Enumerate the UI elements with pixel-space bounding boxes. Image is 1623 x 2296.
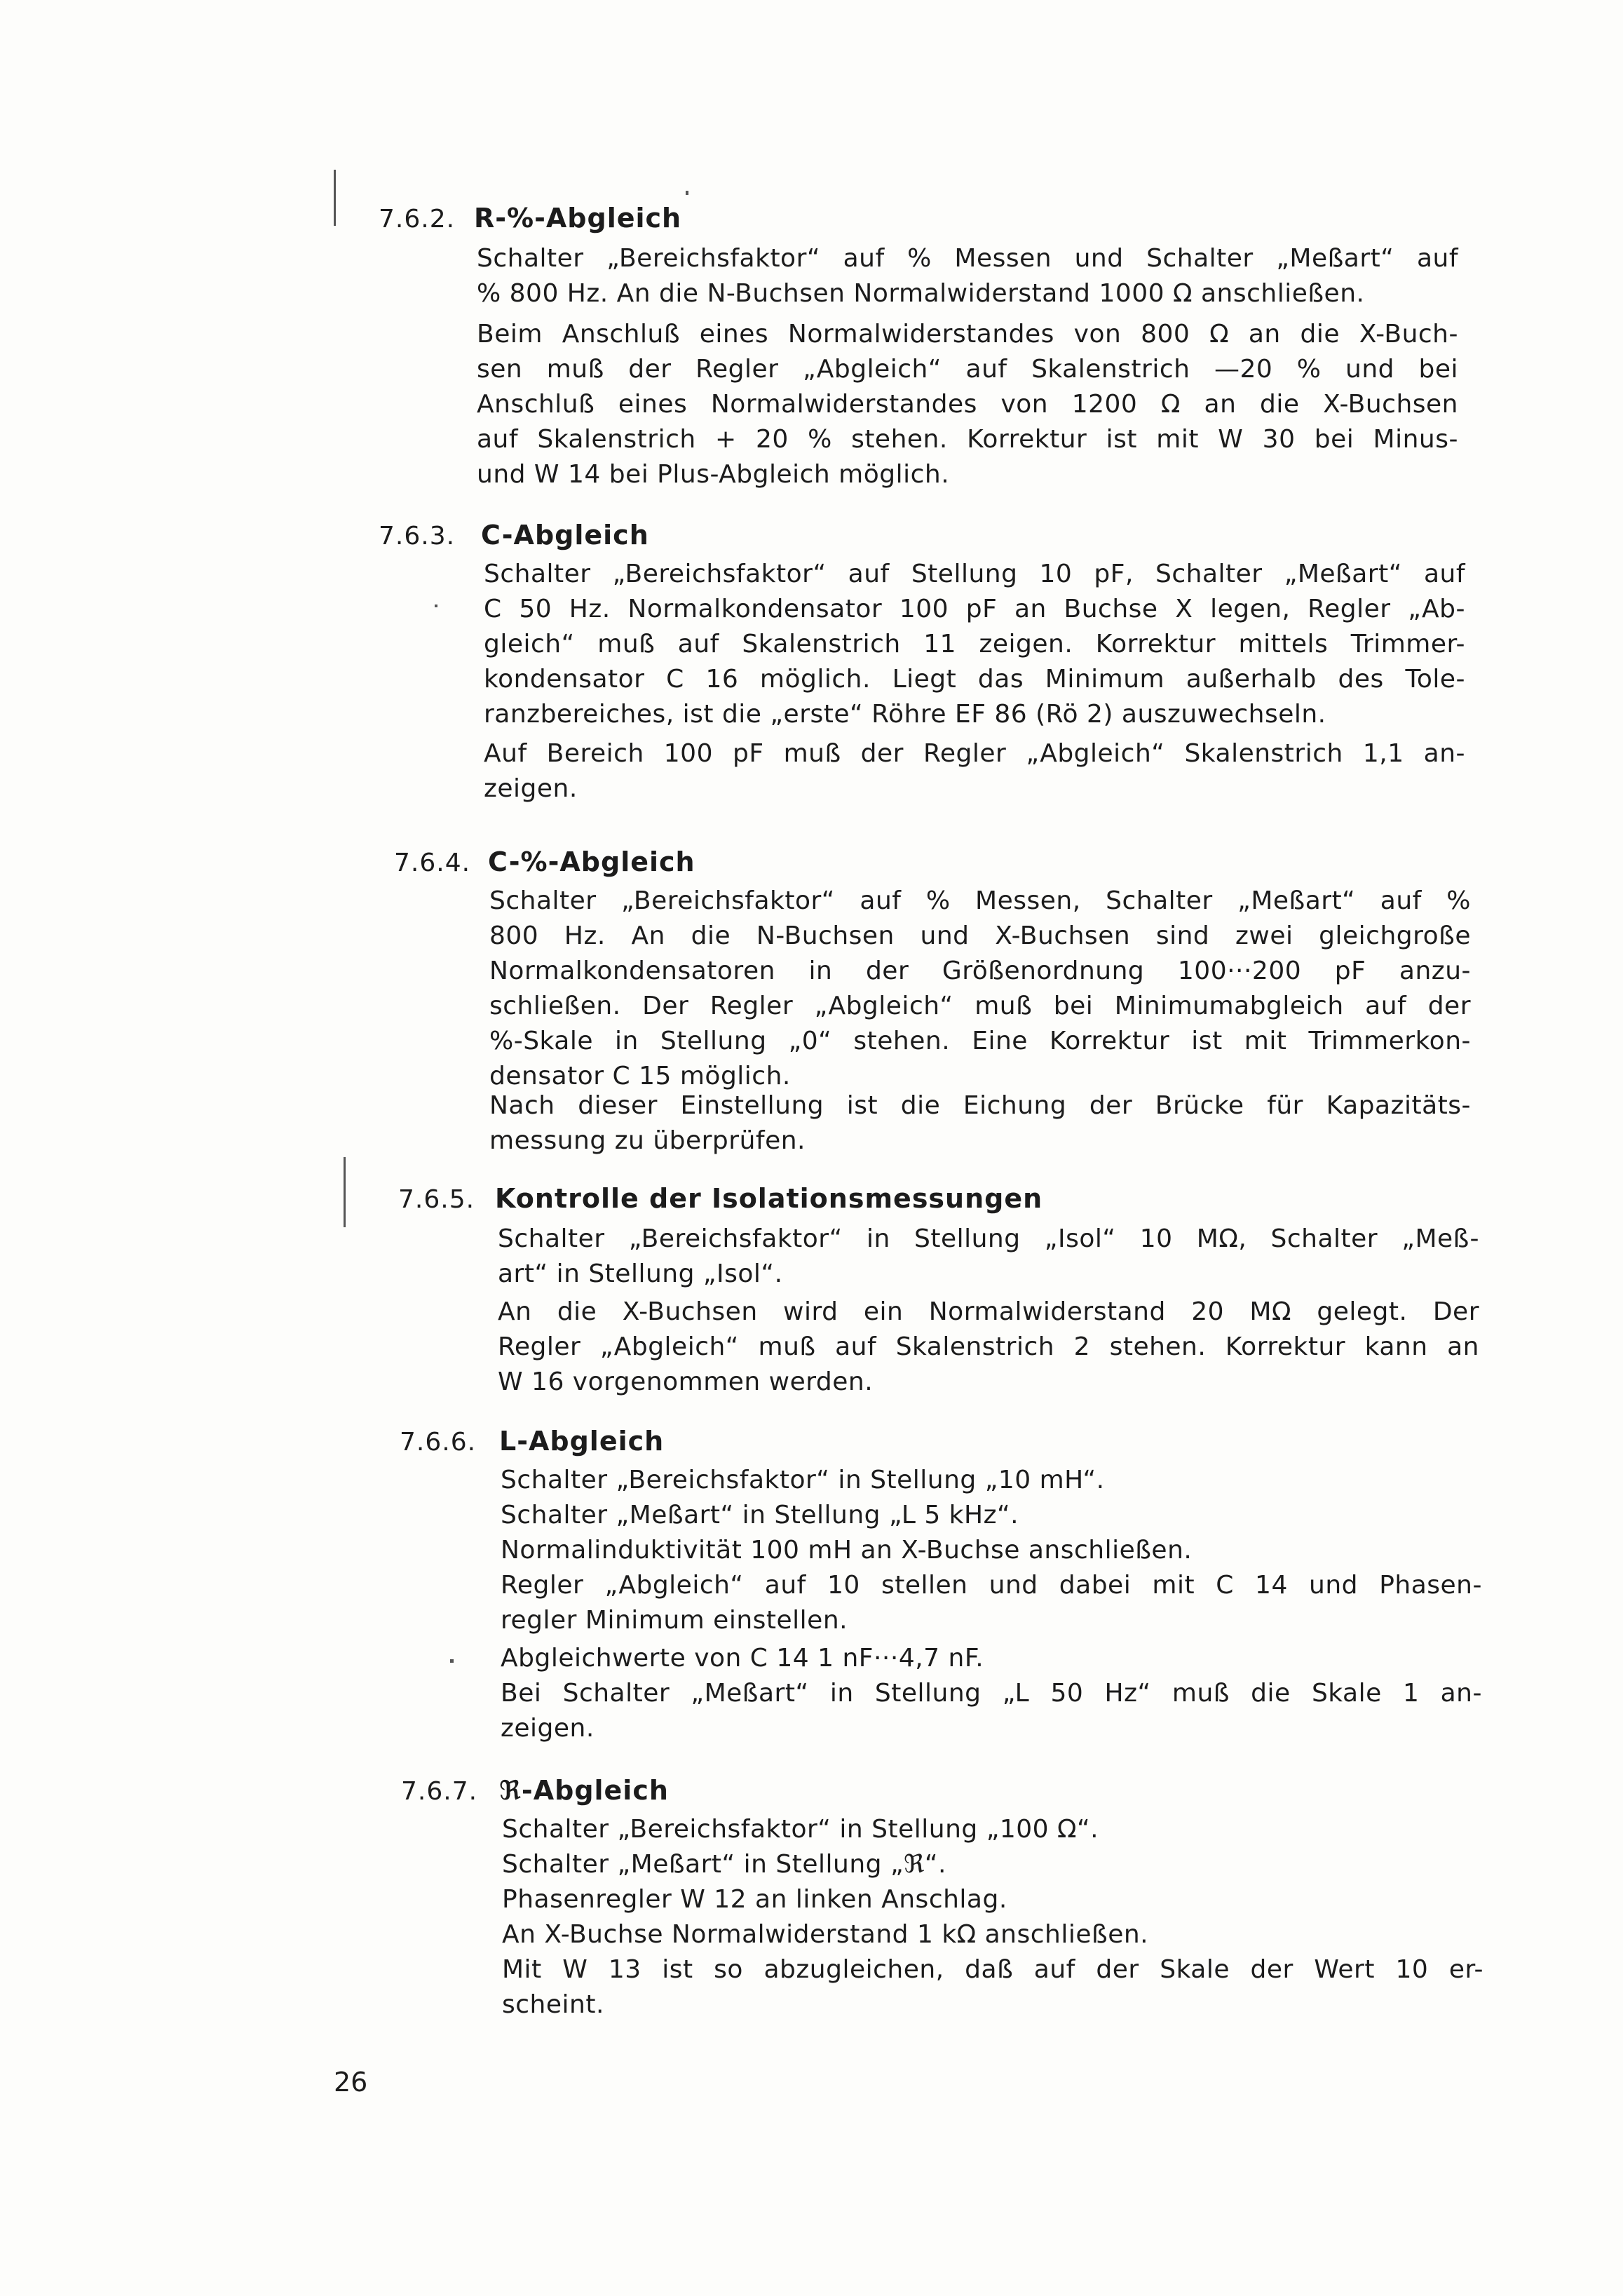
text-line: kondensator C 16 möglich. Liegt das Minimum außerhalb des Tole- bbox=[484, 665, 1465, 694]
text-line: auf Skalenstrich + 20 % stehen. Korrektur ist mit W 30 bei Minus- bbox=[477, 425, 1458, 454]
margin-mark bbox=[334, 170, 336, 226]
text-line: Schalter „Bereichsfaktor“ auf Stellung 10 pF, Schalter „Meßart“ auf bbox=[484, 560, 1465, 588]
section-title: Kontrolle der Isolationsmessungen bbox=[495, 1183, 1043, 1214]
text-line: zeigen. bbox=[484, 774, 578, 803]
paragraph bbox=[484, 557, 1465, 732]
text-line: Regler „Abgleich“ muß auf Skalenstrich 2 stehen. Korrektur kann an bbox=[498, 1332, 1479, 1361]
page-number: 26 bbox=[334, 2067, 368, 2098]
paragraph bbox=[477, 317, 1458, 492]
section-number: 7.6.3. bbox=[379, 522, 456, 551]
text-line: Beim Anschluß eines Normalwiderstandes von 800 Ω an die X-Buch- bbox=[477, 320, 1458, 349]
text-line: Schalter „Bereichsfaktor“ in Stellung „10 mH“. bbox=[501, 1466, 1105, 1494]
paragraph bbox=[501, 1463, 1482, 1568]
text-line: % 800 Hz. An die N-Buchsen Normalwiderstand 1000 Ω anschließen. bbox=[477, 279, 1365, 308]
text-line: Schalter „Meßart“ in Stellung „ℜ“. bbox=[502, 1850, 946, 1879]
text-line: W 16 vorgenommen werden. bbox=[498, 1368, 874, 1396]
paragraph bbox=[498, 1222, 1479, 1292]
section-number: 7.6.2. bbox=[379, 205, 456, 234]
text-line: 800 Hz. An die N-Buchsen und X-Buchsen sind zwei gleichgroße bbox=[489, 921, 1471, 950]
paragraph bbox=[501, 1641, 1482, 1746]
text-line: Schalter „Bereichsfaktor“ in Stellung „100 Ω“. bbox=[502, 1815, 1099, 1844]
margin-mark bbox=[686, 191, 688, 195]
text-line: zeigen. bbox=[501, 1714, 595, 1743]
text-line: Normalinduktivität 100 mH an X-Buchse anschließen. bbox=[501, 1536, 1193, 1565]
section-title: C-%-Abgleich bbox=[488, 846, 695, 877]
text-line: Schalter „Meßart“ in Stellung „L 5 kHz“. bbox=[501, 1501, 1019, 1529]
text-line: Schalter „Bereichsfaktor“ auf % Messen und Schalter „Meßart“ auf bbox=[477, 244, 1458, 273]
paragraph bbox=[489, 1088, 1471, 1159]
text-line: An X-Buchse Normalwiderstand 1 kΩ anschließen. bbox=[502, 1920, 1149, 1949]
paragraph bbox=[484, 736, 1465, 806]
text-line: art“ in Stellung „Isol“. bbox=[498, 1260, 783, 1288]
section-title: R-%-Abgleich bbox=[474, 203, 682, 234]
text-line: Mit W 13 ist so abzugleichen, daß auf der Skale der Wert 10 er- bbox=[502, 1955, 1483, 1984]
paragraph bbox=[498, 1295, 1479, 1400]
margin-mark bbox=[450, 1659, 454, 1663]
text-line: Nach dieser Einstellung ist die Eichung der Brücke für Kapazitäts- bbox=[489, 1091, 1471, 1120]
section-title: L-Abgleich bbox=[499, 1426, 665, 1457]
text-line: densator C 15 möglich. bbox=[489, 1062, 791, 1090]
section-number: 7.6.6. bbox=[400, 1428, 477, 1457]
section-number: 7.6.4. bbox=[394, 849, 471, 877]
section-number: 7.6.7. bbox=[401, 1777, 478, 1806]
text-line: Normalkondensatoren in der Größenordnung 100···200 pF anzu- bbox=[489, 957, 1471, 985]
paragraph bbox=[477, 241, 1458, 311]
text-line: An die X-Buchsen wird ein Normalwiderstand 20 MΩ gelegt. Der bbox=[498, 1297, 1479, 1326]
text-line: und W 14 bei Plus-Abgleich möglich. bbox=[477, 460, 950, 489]
text-line: scheint. bbox=[502, 1990, 604, 2019]
text-line: %-Skale in Stellung „0“ stehen. Eine Korrektur ist mit Trimmerkon- bbox=[489, 1027, 1471, 1055]
text-line: Schalter „Bereichsfaktor“ auf % Messen, Schalter „Meßart“ auf % bbox=[489, 886, 1471, 915]
text-line: Schalter „Bereichsfaktor“ in Stellung „Isol“ 10 MΩ, Schalter „Meß- bbox=[498, 1224, 1479, 1253]
text-line: messung zu überprüfen. bbox=[489, 1126, 806, 1155]
text-line: Anschluß eines Normalwiderstandes von 1200 Ω an die X-Buchsen bbox=[477, 390, 1458, 419]
text-line: Regler „Abgleich“ auf 10 stellen und dabei mit C 14 und Phasen- bbox=[501, 1571, 1482, 1600]
text-line: schließen. Der Regler „Abgleich“ muß bei Minimumabgleich auf der bbox=[489, 992, 1471, 1020]
text-line: sen muß der Regler „Abgleich“ auf Skalenstrich —20 % und bei bbox=[477, 355, 1458, 384]
section-title: C-Abgleich bbox=[481, 520, 649, 551]
section-number: 7.6.5. bbox=[398, 1185, 475, 1214]
text-line: Abgleichwerte von C 14 1 nF···4,7 nF. bbox=[501, 1644, 984, 1673]
margin-mark bbox=[435, 605, 437, 607]
text-line: Phasenregler W 12 an linken Anschlag. bbox=[502, 1885, 1007, 1914]
margin-mark bbox=[344, 1157, 346, 1227]
section-title: ℜ-Abgleich bbox=[499, 1775, 669, 1806]
paragraph bbox=[502, 1917, 1483, 2022]
text-line: ranzbereiches, ist die „erste“ Röhre EF 86 (Rö 2) auszuwechseln. bbox=[484, 700, 1326, 729]
text-line: Auf Bereich 100 pF muß der Regler „Abgleich“ Skalenstrich 1,1 an- bbox=[484, 739, 1465, 768]
paragraph bbox=[502, 1812, 1483, 1917]
text-line: regler Minimum einstellen. bbox=[501, 1606, 848, 1635]
paragraph bbox=[489, 884, 1471, 1094]
text-line: C 50 Hz. Normalkondensator 100 pF an Buchse X legen, Regler „Ab- bbox=[484, 595, 1465, 623]
text-line: gleich“ muß auf Skalenstrich 11 zeigen. Korrektur mittels Trimmer- bbox=[484, 630, 1465, 659]
text-line: Bei Schalter „Meßart“ in Stellung „L 50 Hz“ muß die Skale 1 an- bbox=[501, 1679, 1482, 1708]
paragraph bbox=[501, 1568, 1482, 1638]
